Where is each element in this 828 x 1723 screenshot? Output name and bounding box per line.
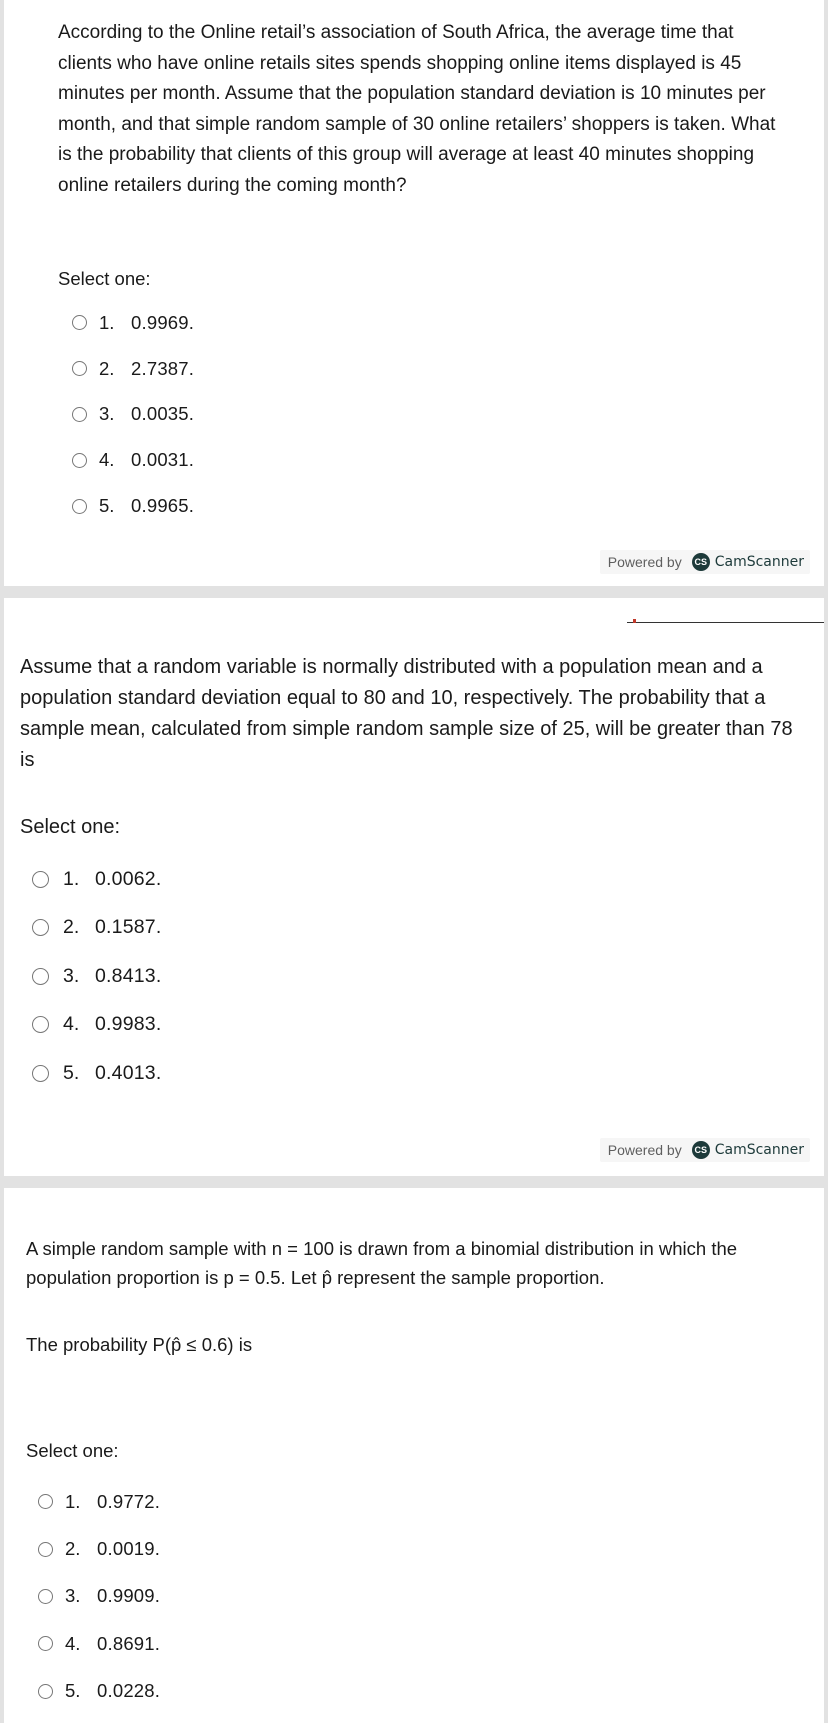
option-number: 2. xyxy=(65,1538,81,1560)
brand-name: CamScanner xyxy=(714,1142,804,1158)
radio-button[interactable] xyxy=(72,407,87,422)
answer-options xyxy=(38,1478,160,1715)
option-number: 4. xyxy=(99,449,115,471)
powered-by-text: Powered by xyxy=(607,1142,682,1158)
option-number: 1. xyxy=(99,311,115,333)
option-value: 0.4013. xyxy=(95,1061,162,1084)
radio-button[interactable] xyxy=(72,315,87,330)
answer-option-1[interactable] xyxy=(32,855,161,904)
answer-options xyxy=(32,855,161,1098)
answer-option-3[interactable] xyxy=(32,952,161,1001)
powered-by-text: Powered by xyxy=(607,554,682,570)
radio-button[interactable] xyxy=(32,919,49,936)
answer-option-3[interactable] xyxy=(38,1573,160,1620)
answer-option-5[interactable] xyxy=(38,1668,160,1715)
radio-button[interactable] xyxy=(32,968,49,985)
radio-button[interactable] xyxy=(32,1016,49,1033)
answer-option-1[interactable] xyxy=(38,1478,160,1525)
option-value: 0.9909. xyxy=(97,1585,161,1607)
option-number: 1. xyxy=(63,867,80,890)
scan-mark xyxy=(633,619,636,623)
radio-button[interactable] xyxy=(72,361,87,376)
option-value: 0.8413. xyxy=(95,964,162,987)
answer-option-4[interactable] xyxy=(38,1620,160,1667)
radio-button[interactable] xyxy=(38,1684,53,1699)
option-value: 2.7387. xyxy=(131,357,195,379)
option-number: 5. xyxy=(63,1061,80,1084)
answer-option-3[interactable] xyxy=(72,392,194,438)
option-value: 0.0228. xyxy=(97,1680,161,1702)
option-value: 0.1587. xyxy=(95,916,162,939)
option-number: 3. xyxy=(63,964,80,987)
radio-button[interactable] xyxy=(38,1636,53,1651)
radio-button[interactable] xyxy=(38,1542,53,1557)
radio-button[interactable] xyxy=(72,453,87,468)
radio-button[interactable] xyxy=(32,871,49,888)
answer-option-2[interactable] xyxy=(32,904,161,953)
option-number: 2. xyxy=(99,357,115,379)
option-value: 0.8691. xyxy=(97,1632,161,1654)
option-number: 4. xyxy=(65,1632,81,1654)
question-panel-2 xyxy=(4,598,824,1176)
answer-option-4[interactable] xyxy=(72,437,194,483)
radio-button[interactable] xyxy=(38,1589,53,1604)
radio-button[interactable] xyxy=(38,1494,53,1509)
answer-option-5[interactable] xyxy=(32,1049,161,1098)
option-number: 2. xyxy=(63,916,80,939)
question-text: A simple random sample with n = 100 is drawn from a binomial distribution in which the population proportion is p = 0.5. Let p̂ represent the sample proportion. xyxy=(26,1238,738,1288)
radio-button[interactable] xyxy=(72,499,87,514)
answer-option-1[interactable] xyxy=(72,300,194,346)
option-number: 4. xyxy=(63,1013,80,1036)
scan-line-divider xyxy=(627,622,824,623)
select-one-label: Select one: xyxy=(20,816,121,838)
option-number: 3. xyxy=(99,403,115,425)
option-value: 0.0019. xyxy=(97,1538,161,1560)
question-panel-3 xyxy=(4,1188,824,1723)
option-value: 0.9969. xyxy=(131,311,195,333)
radio-button[interactable] xyxy=(32,1065,49,1082)
question-text: Assume that a random variable is normally distributed with a population mean and a population standard deviation equal to 80 and 10, respectively. The probability that a sample mean, calculated from simple random sample size of 25, will be greater than 78 is xyxy=(20,656,793,771)
option-number: 3. xyxy=(65,1585,81,1607)
option-value: 0.9772. xyxy=(97,1490,161,1512)
option-number: 1. xyxy=(65,1490,81,1512)
option-number: 5. xyxy=(65,1680,81,1702)
question-text: According to the Online retail’s association of South Africa, the average time that clients who have online retails sites spends shopping online items displayed is 45 minutes per month. Assume that the population standard deviation is 10 minutes per month, and that simple random sample of 30 online retailers’ shoppers is taken. What is the probability that clients of this group will average at least 40 minutes shopping online retailers during the coming month? xyxy=(58,22,776,196)
answer-option-5[interactable] xyxy=(72,483,194,529)
brand-name: CamScanner xyxy=(714,554,804,570)
option-number: 5. xyxy=(99,495,115,517)
answer-option-2[interactable] xyxy=(72,346,194,392)
answer-options xyxy=(72,300,194,529)
answer-option-4[interactable] xyxy=(32,1001,161,1050)
option-value: 0.0062. xyxy=(95,867,162,890)
option-value: 0.9983. xyxy=(95,1013,162,1036)
select-one-label: Select one: xyxy=(58,268,151,289)
camscanner-watermark xyxy=(600,1138,810,1162)
question-panel-1 xyxy=(4,0,824,586)
answer-option-2[interactable] xyxy=(38,1525,160,1572)
select-one-label: Select one: xyxy=(26,1440,119,1461)
option-value: 0.0035. xyxy=(131,403,195,425)
camscanner-watermark xyxy=(600,550,810,574)
camscanner-logo-icon: CS xyxy=(692,1141,710,1159)
question-prompt: The probability P(p̂ ≤ 0.6) is xyxy=(26,1334,253,1355)
camscanner-logo-icon: CS xyxy=(692,553,710,571)
option-value: 0.0031. xyxy=(131,449,195,471)
option-value: 0.9965. xyxy=(131,495,195,517)
